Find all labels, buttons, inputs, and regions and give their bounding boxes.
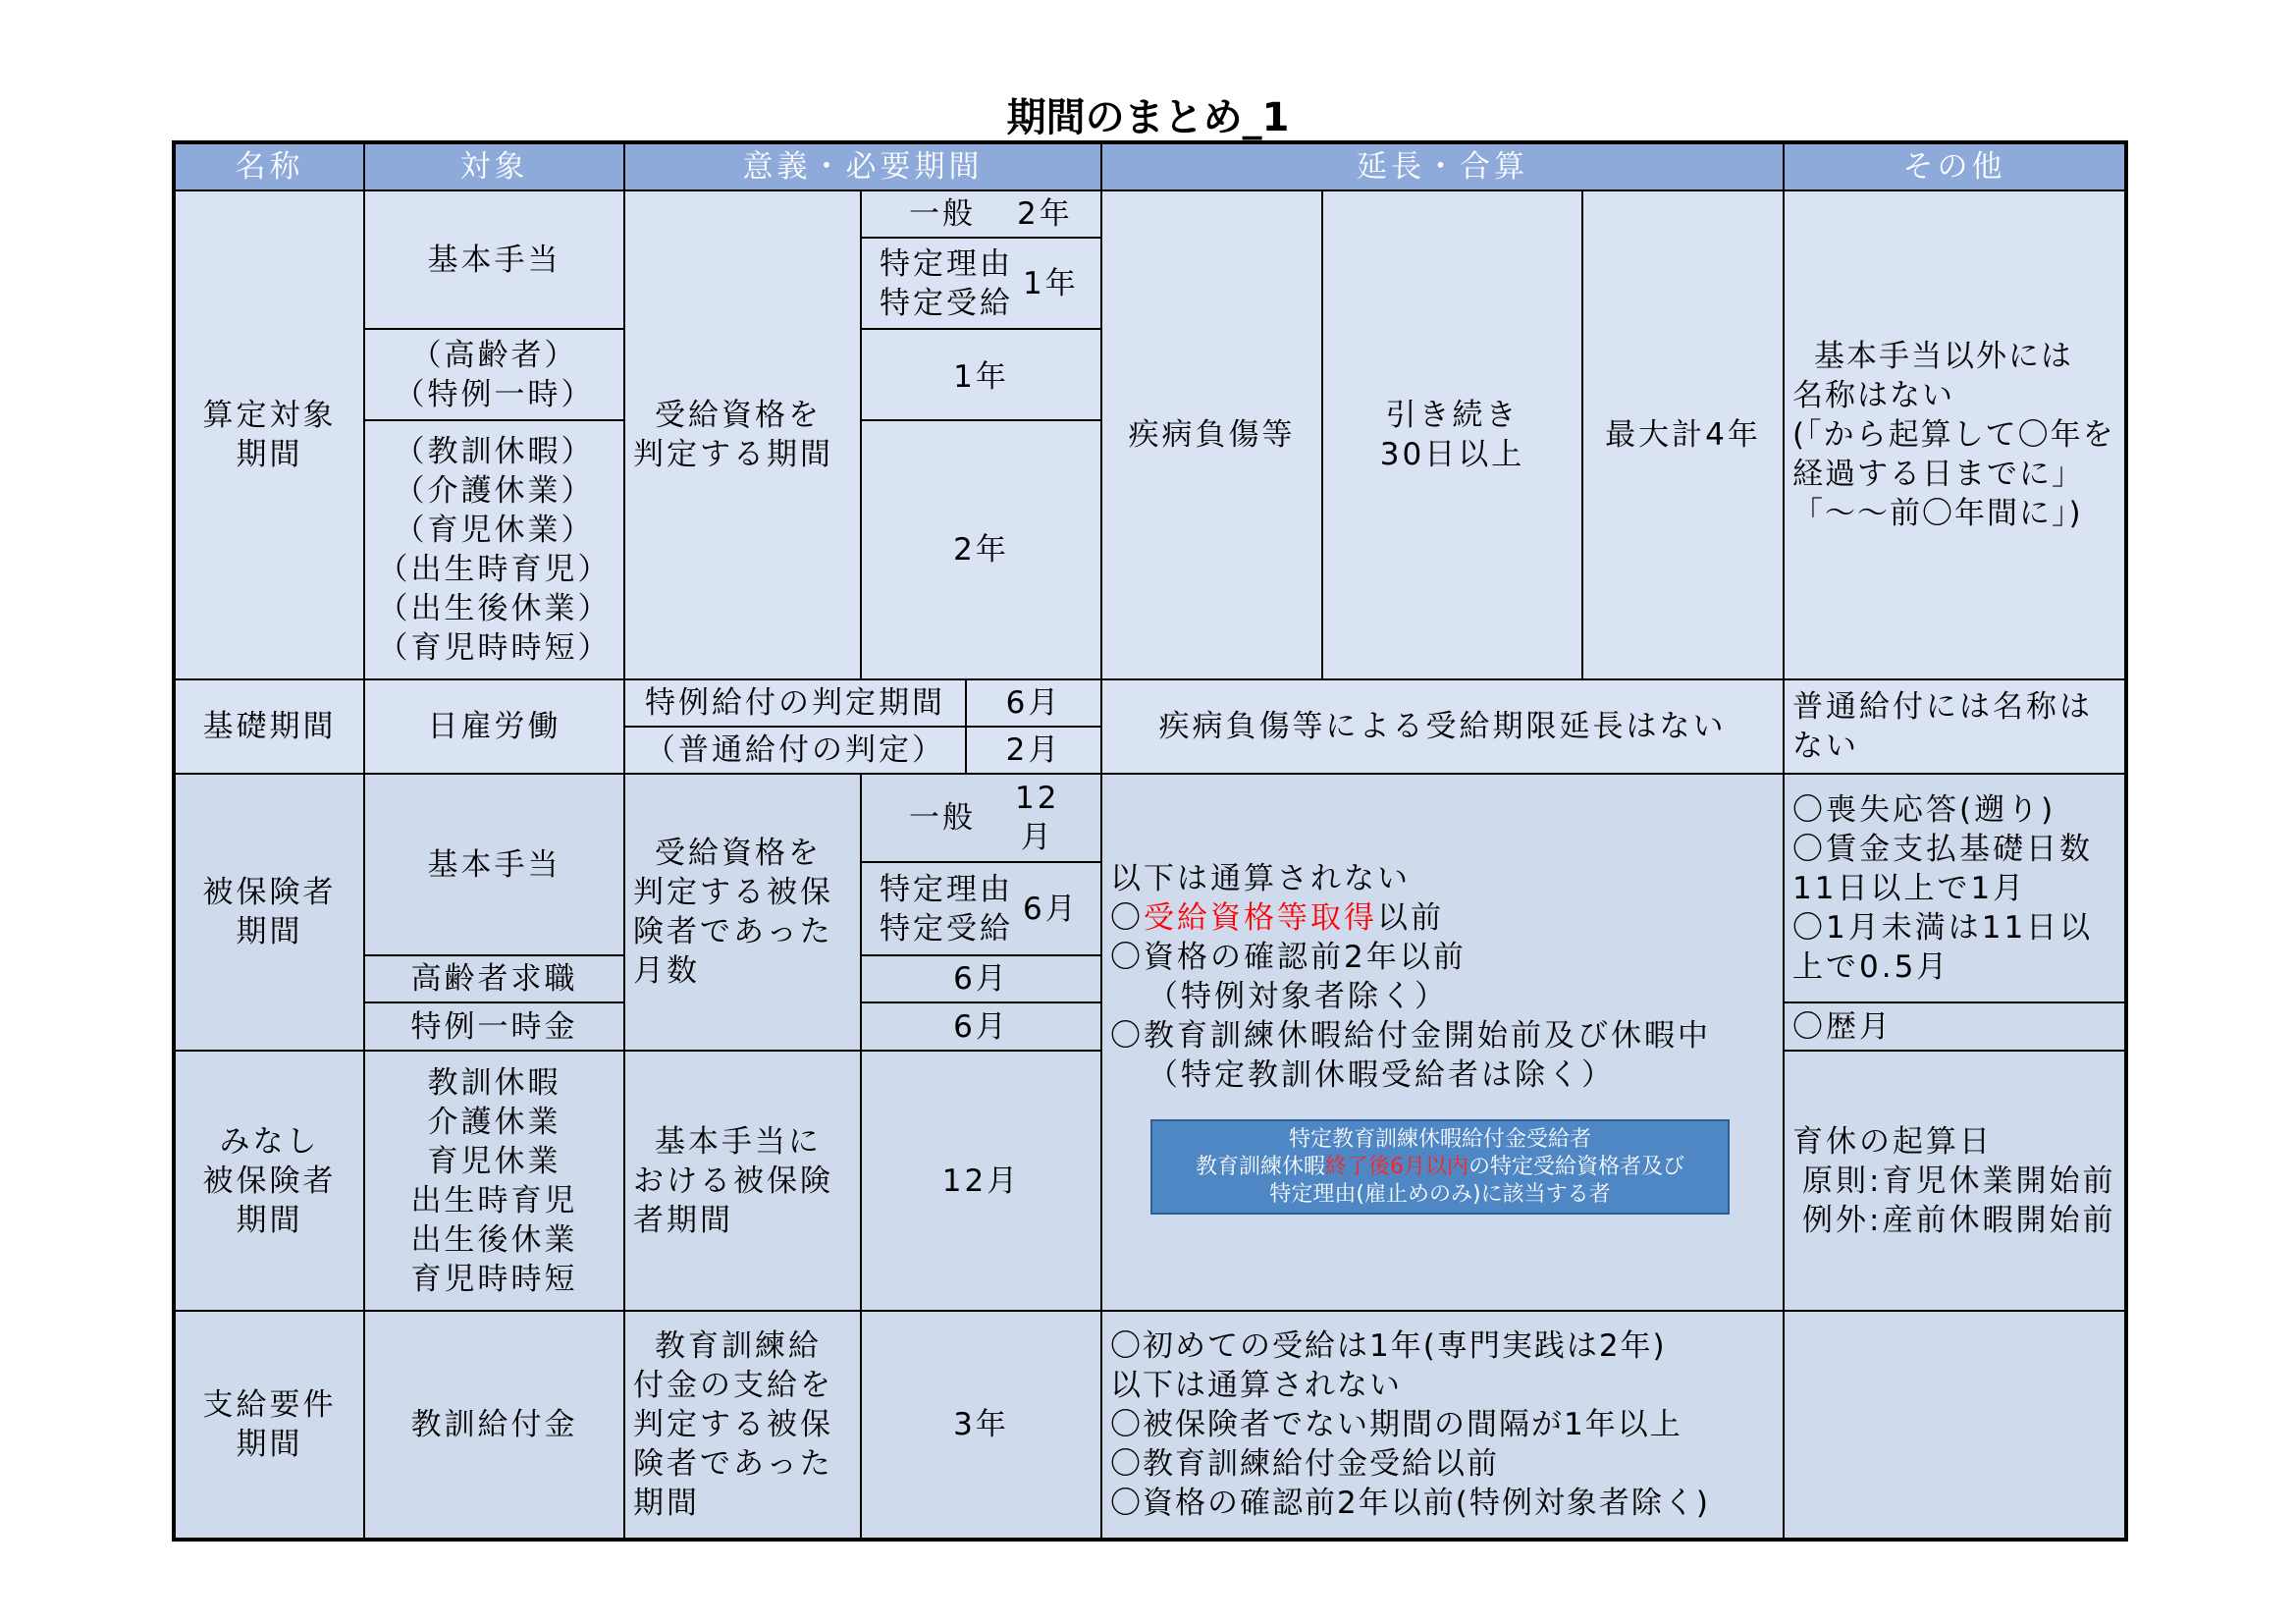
kiso-extension: 疾病負傷等による受給期限延長はない bbox=[1100, 678, 1785, 775]
minashi-target-line: 介護休業 bbox=[427, 1104, 561, 1140]
shikyu-name-line: 期間 bbox=[236, 1427, 303, 1462]
hihoken-general-label: 一般 bbox=[909, 800, 976, 836]
minashi-target bbox=[363, 1050, 625, 1312]
santei-target-leave-line: （育児時時短） bbox=[377, 630, 612, 666]
kiso-target: 日雇労働 bbox=[363, 678, 625, 775]
santei-name bbox=[174, 189, 365, 680]
minashi-target-line: 育児時時短 bbox=[410, 1261, 578, 1297]
kiso-normal-period: 2月 bbox=[965, 726, 1102, 775]
santei-target-leave-line: （育児休業） bbox=[394, 513, 595, 548]
hihoken-special-line: 特定受給 bbox=[880, 910, 1013, 947]
kiso-other-line: ない bbox=[1792, 729, 1859, 764]
minashi-target-line: 育児休業 bbox=[427, 1143, 561, 1179]
minashi-name-line: 被保険者 bbox=[202, 1163, 337, 1199]
santei-name-line: 算定対象 bbox=[202, 398, 337, 433]
santei-general bbox=[860, 189, 1102, 239]
santei-leave-period: 2年 bbox=[860, 419, 1102, 680]
kiso-other bbox=[1783, 678, 2126, 775]
shikyu-ext-line: 〇資格の確認前2年以前(特例対象者除く) bbox=[1110, 1486, 1710, 1521]
santei-other-line: 経過する日までに」 bbox=[1792, 457, 2084, 492]
shikyu-period: 3年 bbox=[860, 1310, 1102, 1540]
hihoken-general-period: 12 bbox=[1015, 781, 1060, 816]
santei-ext-condition-line: 30日以上 bbox=[1379, 437, 1525, 472]
hihoken-target-basic: 基本手当 bbox=[363, 773, 625, 956]
hihoken-elderly-period: 6月 bbox=[860, 954, 1102, 1003]
minashi-name-line: みなし bbox=[219, 1123, 320, 1160]
kiso-other-line: 普通給付には名称は bbox=[1792, 689, 2093, 725]
callout-text: の特定受給資格者及び bbox=[1468, 1154, 1685, 1179]
minashi-period: 12月 bbox=[860, 1050, 1102, 1312]
shikyu-extension bbox=[1100, 1310, 1785, 1540]
shikyu-ext-line: 〇初めての受給は1年(専門実践は2年) bbox=[1110, 1328, 1667, 1364]
santei-target-leave-line: （教訓休暇） bbox=[394, 434, 595, 469]
santei-target-elderly bbox=[363, 328, 625, 421]
santei-special-line: 特定受給 bbox=[880, 285, 1013, 321]
hihoken-extension bbox=[1100, 773, 1785, 1312]
minashi-target-line: 教訓休暇 bbox=[427, 1064, 561, 1101]
header-name: 名称 bbox=[174, 142, 365, 191]
hihoken-other bbox=[1783, 773, 2126, 1003]
santei-other-line: 名称はない bbox=[1792, 378, 1954, 413]
hihoken-ext-highlight: 受給資格等取得 bbox=[1144, 900, 1377, 936]
hihoken-meaning-line: 険者であった bbox=[633, 914, 833, 949]
hihoken-general-period: 月 bbox=[1020, 820, 1054, 855]
hihoken-general bbox=[860, 773, 1102, 863]
shikyu-ext-line: 以下は通算されない bbox=[1110, 1368, 1402, 1403]
santei-special bbox=[860, 237, 1102, 330]
santei-target-leave-line: （介護休業） bbox=[394, 473, 595, 509]
santei-general-period: 2年 bbox=[1017, 196, 1073, 232]
hihoken-meaning-line: 月数 bbox=[633, 953, 700, 989]
santei-ext-condition bbox=[1321, 189, 1583, 680]
callout-line bbox=[1152, 1154, 1728, 1181]
santei-other-line: (「から起算して〇年を bbox=[1792, 417, 2115, 453]
minashi-meaning-line: おける被保険 bbox=[633, 1163, 833, 1199]
hihoken-other-line: 上で0.5月 bbox=[1792, 948, 1950, 985]
santei-general-label: 一般 bbox=[909, 196, 976, 232]
santei-target-elderly-line: （特例一時） bbox=[394, 376, 595, 412]
santei-other bbox=[1783, 189, 2126, 680]
hihoken-name-line: 被保険者 bbox=[202, 875, 337, 910]
hihoken-target-elderly: 高齢者求職 bbox=[363, 954, 625, 1003]
minashi-name bbox=[174, 1050, 365, 1312]
callout-line: 特定理由(雇止めのみ)に該当する者 bbox=[1269, 1181, 1611, 1207]
kiso-name: 基礎期間 bbox=[174, 678, 365, 775]
minashi-name-line: 期間 bbox=[236, 1202, 303, 1238]
hihoken-ext-text: 以前 bbox=[1377, 900, 1444, 936]
hihoken-ext-line: 以下は通算されない bbox=[1110, 861, 1411, 896]
header-other: その他 bbox=[1783, 142, 2126, 191]
shikyu-ext-line: 〇被保険者でない期間の間隔が1年以上 bbox=[1110, 1407, 1682, 1442]
callout-line: 特定教育訓練休暇給付金受給者 bbox=[1288, 1126, 1591, 1152]
page-title: 期間のまとめ_1 bbox=[1006, 95, 1290, 140]
hihoken-name-line: 期間 bbox=[236, 914, 303, 949]
shikyu-name bbox=[174, 1310, 365, 1540]
shikyu-meaning-line: 期間 bbox=[633, 1486, 700, 1521]
hihoken-special-line: 特定理由 bbox=[880, 871, 1013, 907]
hihoken-meaning-line: 受給資格を bbox=[655, 836, 822, 871]
shikyu-ext-line: 〇教育訓練給付金受給以前 bbox=[1110, 1446, 1499, 1482]
minashi-meaning-line: 基本手当に bbox=[655, 1123, 822, 1160]
minashi-meaning-line: 者期間 bbox=[633, 1202, 733, 1238]
santei-special-line: 特定理由 bbox=[880, 245, 1013, 282]
callout-note bbox=[1150, 1119, 1730, 1215]
header-target: 対象 bbox=[363, 142, 625, 191]
hihoken-other-line: 11日以上で1月 bbox=[1792, 870, 2027, 906]
header-extension: 延長・合算 bbox=[1100, 142, 1785, 191]
santei-other-line: 基本手当以外には bbox=[1814, 339, 2073, 374]
minashi-target-line: 出生後休業 bbox=[410, 1221, 578, 1258]
santei-target-leave bbox=[363, 419, 625, 680]
hihoken-ext-line: 〇教育訓練休暇給付金開始前及び休暇中 bbox=[1110, 1018, 1711, 1054]
hihoken-ext-line: （特例対象者除く） bbox=[1148, 979, 1448, 1014]
hihoken-special-period: 6月 bbox=[1023, 891, 1079, 927]
santei-other-line: 「～～前〇年間に」) bbox=[1792, 496, 2083, 531]
shikyu-name-line: 支給要件 bbox=[202, 1387, 337, 1423]
hihoken-ext-line: 〇資格の確認前2年以前 bbox=[1110, 940, 1467, 975]
santei-elderly-period: 1年 bbox=[860, 328, 1102, 421]
hihoken-other-line: 〇1月未満は11日以 bbox=[1792, 909, 2094, 946]
shikyu-meaning-line: 判定する被保 bbox=[633, 1407, 833, 1442]
hihoken-target-tokurei: 特例一時金 bbox=[363, 1001, 625, 1052]
santei-target-leave-line: （出生時育児） bbox=[377, 552, 612, 587]
minashi-target-line: 出生時育児 bbox=[410, 1182, 578, 1218]
santei-ext-condition-line: 引き続き bbox=[1385, 398, 1520, 433]
hihoken-meaning bbox=[623, 773, 862, 1052]
santei-meaning-line: 判定する期間 bbox=[633, 437, 833, 472]
shikyu-meaning-line: 付金の支給を bbox=[633, 1368, 833, 1403]
santei-special-period: 1年 bbox=[1023, 265, 1079, 301]
shikyu-meaning bbox=[623, 1310, 862, 1540]
minashi-other-line: 原則:育児休業開始前 bbox=[1802, 1163, 2116, 1199]
header-meaning: 意義・必要期間 bbox=[623, 142, 1102, 191]
kiso-special-label: 特例給付の判定期間 bbox=[623, 678, 967, 728]
minashi-other-line: 育休の起算日 bbox=[1792, 1123, 1993, 1160]
hihoken-other-line: 〇喪失応答(遡り) bbox=[1792, 791, 2056, 828]
santei-target-leave-line: （出生後休業） bbox=[377, 591, 612, 626]
minashi-meaning bbox=[623, 1050, 862, 1312]
santei-target-basic: 基本手当 bbox=[363, 189, 625, 330]
hihoken-ext-line: （特定教訓休暇受給者は除く） bbox=[1148, 1057, 1615, 1093]
shikyu-meaning-line: 教育訓練給 bbox=[655, 1328, 822, 1364]
hihoken-special bbox=[860, 861, 1102, 956]
santei-meaning bbox=[623, 189, 862, 680]
kiso-normal-label: （普通給付の判定） bbox=[623, 726, 967, 775]
callout-highlight: 終了後6月以内 bbox=[1325, 1154, 1468, 1179]
kiso-special-period: 6月 bbox=[965, 678, 1102, 728]
shikyu-meaning-line: 険者であった bbox=[633, 1446, 833, 1482]
santei-target-elderly-line: （高齢者） bbox=[410, 337, 578, 373]
shikyu-target: 教訓給付金 bbox=[363, 1310, 625, 1540]
hihoken-ext-bullet: 〇 bbox=[1110, 900, 1144, 936]
santei-ext-reason: 疾病負傷等 bbox=[1100, 189, 1323, 680]
hihoken-name bbox=[174, 773, 365, 1052]
hihoken-other-line: 〇賃金支払基礎日数 bbox=[1792, 831, 2093, 867]
hihoken-ext-line bbox=[1110, 898, 1711, 938]
hihoken-meaning-line: 判定する被保 bbox=[633, 875, 833, 910]
hihoken-tokurei-period: 6月 bbox=[860, 1001, 1102, 1052]
santei-name-line: 期間 bbox=[236, 437, 303, 472]
callout-text: 教育訓練休暇 bbox=[1195, 1154, 1325, 1179]
santei-ext-max: 最大計4年 bbox=[1581, 189, 1785, 680]
minashi-other-line: 例外:産前休暇開始前 bbox=[1802, 1202, 2116, 1238]
hihoken-other-tokurei: 〇歴月 bbox=[1783, 1001, 2126, 1052]
shikyu-other bbox=[1783, 1310, 2126, 1540]
minashi-other bbox=[1783, 1050, 2126, 1312]
santei-meaning-line: 受給資格を bbox=[655, 398, 822, 433]
